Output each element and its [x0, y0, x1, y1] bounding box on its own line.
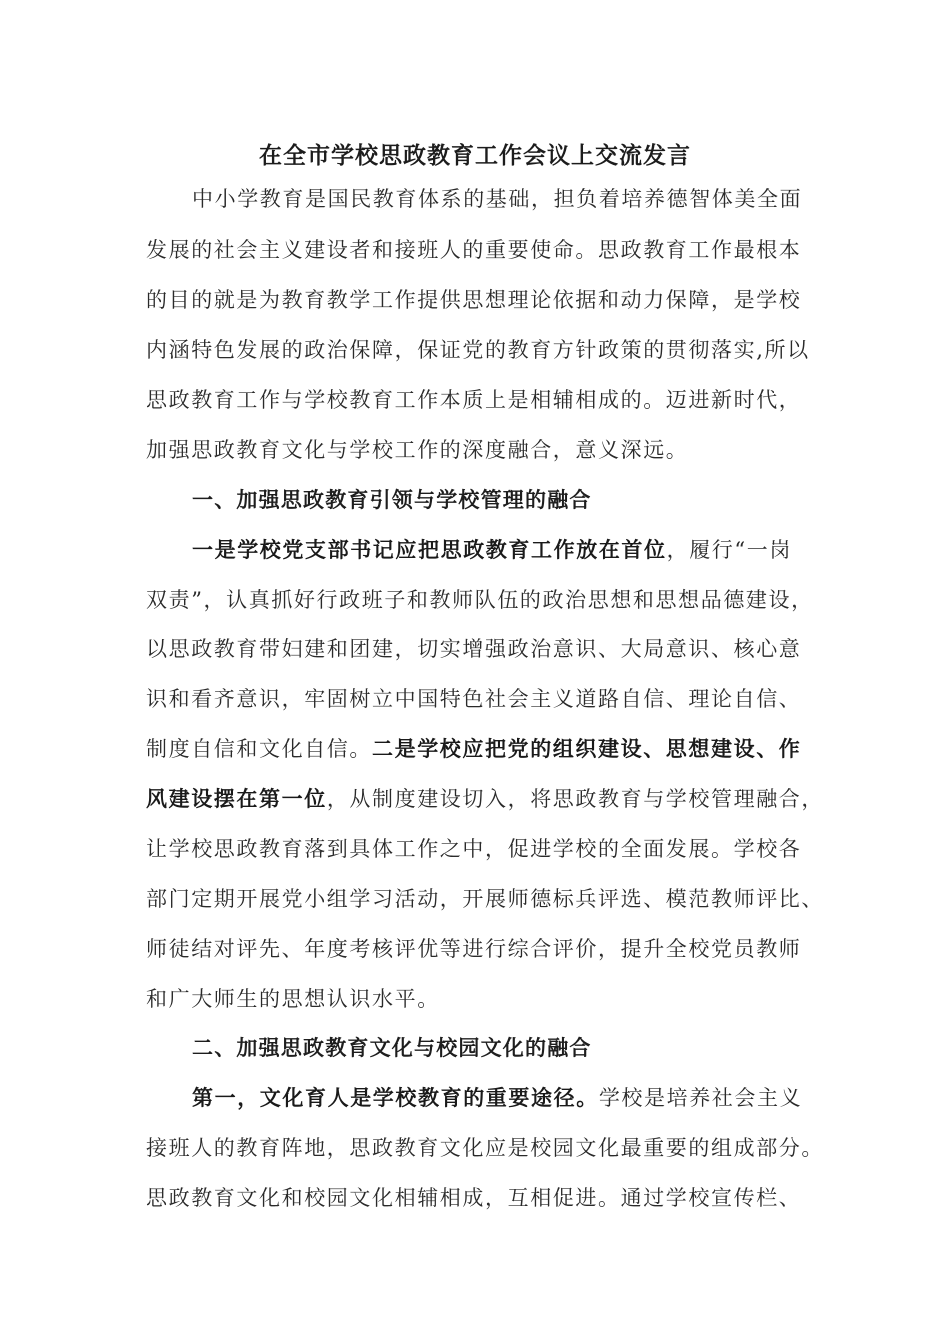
paragraph-line: 双责”，认真抓好行政班子和教师队伍的政治思想和思想品德建设， — [146, 588, 814, 612]
paragraph-line: 内涵特色发展的政治保障，保证党的教育方针政策的贯彻落实,所以 — [146, 338, 810, 362]
emphasis-text: 第一，文化育人是学校教育的重要途径。 — [192, 1085, 599, 1110]
paragraph-line: 识和看齐意识，牢固树立中国特色社会主义道路自信、理论自信、 — [146, 687, 802, 711]
paragraph-line — [192, 1085, 816, 1111]
emphasis-text: 一是学校党支部书记应把思政教育工作放在首位 — [192, 537, 667, 562]
paragraph-line: 和广大师生的思想认识水平。 — [146, 987, 440, 1011]
paragraph-line: 思政教育工作与学校教育工作本质上是相辅相成的。迈进新时代， — [146, 388, 802, 412]
body-text: 制度自信和文化自信。 — [146, 737, 372, 761]
paragraph-line — [146, 786, 825, 812]
emphasis-text: 二是学校应把党的组织建设、思想建设、作 — [372, 736, 802, 761]
paragraph-line — [192, 537, 816, 563]
paragraph-line: 发展的社会主义建设者和接班人的重要使命。思政教育工作最根本 — [146, 238, 802, 262]
paragraph-line: 思政教育文化和校园文化相辅相成，互相促进。通过学校宣传栏、 — [146, 1186, 802, 1210]
body-text: ，履行“一岗 — [666, 538, 792, 562]
paragraph-line: 师徒结对评先、年度考核评优等进行综合评价，提升全校党员教师 — [146, 937, 802, 961]
section-heading: 一、加强思政教育引领与学校管理的融合 — [192, 487, 592, 512]
paragraph-line: 接班人的教育阵地，思政教育文化应是校园文化最重要的组成部分。 — [146, 1136, 824, 1160]
paragraph-line: 加强思政教育文化与学校工作的深度融合，意义深远。 — [146, 438, 689, 462]
body-text: ，从制度建设切入，将思政教育与学校管理融合， — [326, 787, 825, 811]
emphasis-text: 风建设摆在第一位 — [146, 786, 327, 811]
paragraph-line: 的目的就是为教育教学工作提供思想理论依据和动力保障，是学校 — [146, 288, 802, 312]
paragraph-line: 中小学教育是国民教育体系的基础，担负着培养德智体美全面 — [192, 187, 803, 211]
paragraph-line: 部门定期开展党小组学习活动，开展师德标兵评选、模范教师评比、 — [146, 887, 824, 911]
body-text: 学校是培养社会主义 — [598, 1086, 803, 1110]
paragraph-line: 让学校思政教育落到具体工作之中，促进学校的全面发展。学校各 — [146, 837, 802, 861]
document-title: 在全市学校思政教育工作会议上交流发言 — [259, 142, 691, 169]
section-heading: 二、加强思政教育文化与校园文化的融合 — [192, 1035, 592, 1060]
paragraph-line: 以思政教育带妇建和团建，切实增强政治意识、大局意识、核心意 — [146, 637, 802, 661]
paragraph-line — [146, 736, 816, 762]
